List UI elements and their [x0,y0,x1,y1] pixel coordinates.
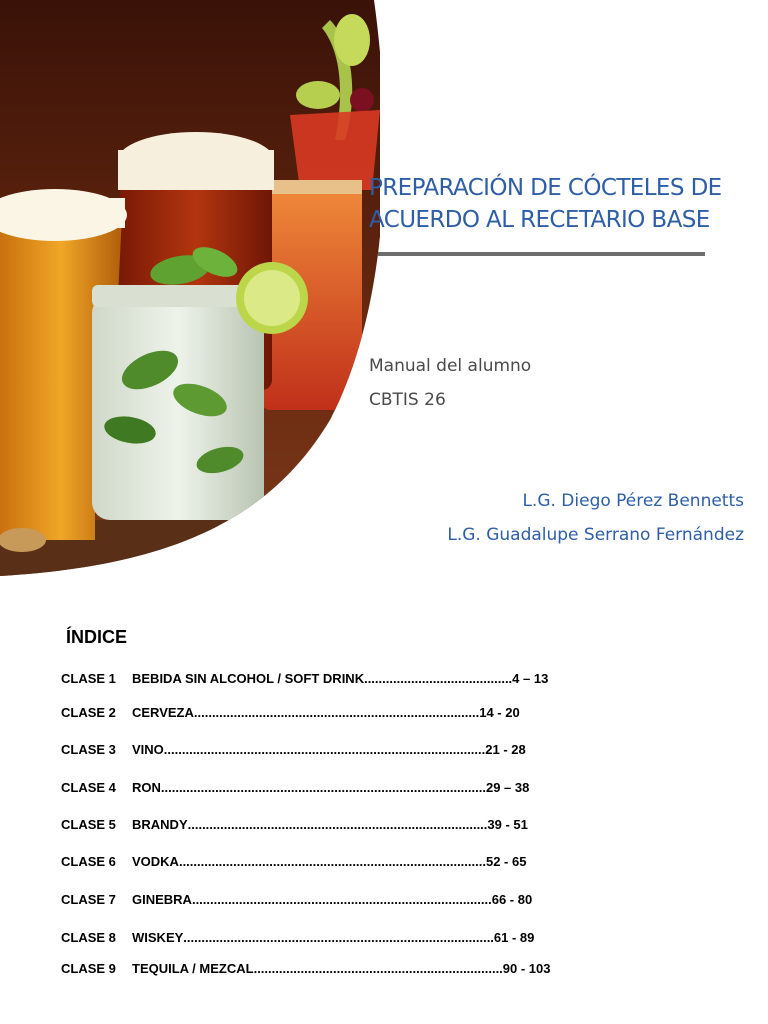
toc-class-name: BRANDY [132,817,188,832]
toc-entry[interactable] [61,742,526,757]
school-label: CBTIS 26 [369,390,446,410]
toc-page-range: 4 – 13 [512,671,549,686]
toc-entry[interactable] [61,961,551,976]
author-2: L.G. Guadalupe Serrano Fernández [447,525,744,545]
toc-leader-dots: ..................................................................................... [178,854,486,869]
toc-entry[interactable] [61,705,520,720]
toc-class-name: TEQUILA / MEZCAL [132,961,254,976]
toc-class-number: CLASE 9 [61,961,116,976]
toc-class-number: CLASE 3 [61,742,116,757]
toc-leader-dots: ...................................................................................... [183,930,494,945]
toc-class-number: CLASE 1 [61,671,116,686]
title-divider [378,252,705,256]
toc-leader-dots: ................................................................................... [187,817,488,832]
toc-page-range: 14 - 20 [479,705,520,720]
toc-class-number: CLASE 6 [61,854,116,869]
title-line-1: PREPARACIÓN DE CÓCTELES DE [369,175,722,201]
index-heading: ÍNDICE [66,627,128,647]
toc-page-range: 29 – 38 [485,780,530,795]
toc-leader-dots: ............................................................................... [193,705,480,720]
title-line-2: ACUERDO AL RECETARIO BASE [369,207,710,233]
toc-entry[interactable] [61,817,528,832]
toc-entry[interactable] [61,780,529,795]
toc-class-number: CLASE 2 [61,705,116,720]
toc-class-name: GINEBRA [132,892,192,907]
toc-page-range: 90 - 103 [502,961,551,976]
toc-page-range: 61 - 89 [493,930,535,945]
toc-class-name: WISKEY [132,930,184,945]
toc-leader-dots: ......................................................................................... [163,742,486,757]
toc-page-range: 66 - 80 [491,892,533,907]
toc-class-name: BEBIDA SIN ALCOHOL / SOFT DRINK [132,671,365,686]
toc-entry[interactable] [61,671,548,686]
toc-entry[interactable] [61,854,526,869]
toc-leader-dots: ..................................................................... [253,961,503,976]
toc-class-name: CERVEZA [132,705,194,720]
toc-leader-dots: ................................................................................... [191,892,492,907]
toc-class-number: CLASE 8 [61,930,116,945]
toc-class-number: CLASE 4 [61,780,116,795]
toc-class-name: VODKA [132,854,179,869]
toc-leader-dots: .......................................................................................... [160,780,486,795]
author-1: L.G. Diego Pérez Bennetts [522,491,744,511]
manual-label: Manual del alumno [369,356,532,376]
document-title [369,172,759,236]
toc-page-range: 52 - 65 [485,854,527,869]
toc-class-number: CLASE 7 [61,892,116,907]
toc-entry[interactable] [61,930,534,945]
toc-page-range: 39 - 51 [487,817,528,832]
toc-entry[interactable] [61,892,532,907]
cocktail-photo [0,0,380,576]
toc-class-number: CLASE 5 [61,817,116,832]
toc-class-name: VINO [132,742,164,757]
toc-page-range: 21 - 28 [485,742,526,757]
toc-class-name: RON [132,780,161,795]
toc-leader-dots: ......................................... [364,671,513,686]
